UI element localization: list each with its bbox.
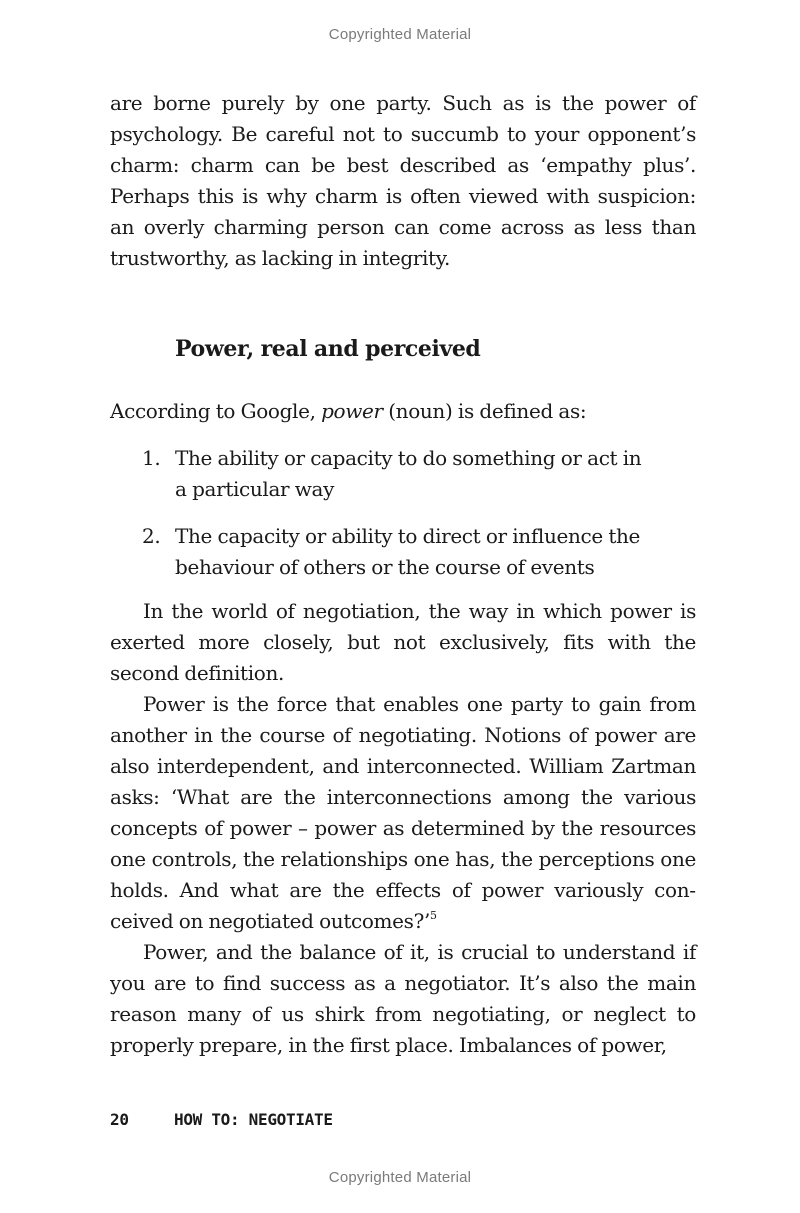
definition-item	[110, 521, 696, 583]
paragraph-power-force	[110, 689, 696, 937]
definition-item	[110, 443, 696, 505]
footnote-marker: 5	[429, 909, 437, 922]
paragraph-power-force-text: Power is the force that enables one party to gain from another in the course of negotiating. Notions of power are also interdependent, and interconnected. William Zartman asks: ‘What are the interconnections among the various concepts of power – power as determined by the resources one controls, the relationships one has, the perceptions one holds. And what are the effects of power variously conceived on negotiated outcomes?’	[110, 692, 696, 933]
definition-text: The ability or capacity to do something or act in a particular way	[175, 446, 642, 501]
definition-lead-before: According to Google,	[110, 399, 322, 423]
section-heading: Power, real and perceived	[175, 336, 481, 362]
definition-list	[110, 443, 696, 599]
paragraph-balance-of-power: Power, and the balance of it, is crucial to understand if you are to find success as a negotiator. It’s also the main reason many of us shirk from negotiating, or neglect to properly prepare, in the first place. Imbalances of power,	[110, 940, 696, 1057]
definition-text: The capacity or ability to direct or influence the behaviour of others or the course of events	[175, 524, 641, 579]
definition-number: 2.	[142, 524, 161, 548]
running-footer	[110, 1110, 333, 1129]
intro-paragraph: are borne purely by one party. Such as is the power of psychology. Be careful not to succumb to your opponent’s charm: charm can be best described as ‘empathy plus’. Perhaps this is why charm is often viewed with suspicion: an overly charming person can come across as less than trustworthy, as lacking in integrity.	[110, 91, 696, 270]
copyright-watermark-top: Copyrighted Material	[328, 26, 472, 43]
definition-number: 1.	[142, 446, 161, 470]
copyright-watermark-bottom: Copyrighted Material	[328, 1169, 472, 1186]
page-number: 20	[110, 1110, 129, 1129]
definition-lead-after: (noun) is defined as:	[382, 399, 587, 423]
paragraph-world-of-negotiation: In the world of negotiation, the way in which power is exerted more closely, but not exclusively, fits with the second definition.	[110, 599, 696, 685]
definition-lead-paragraph	[110, 396, 696, 427]
defined-term: power	[321, 399, 383, 423]
running-title: HOW TO: NEGOTIATE	[174, 1110, 333, 1129]
